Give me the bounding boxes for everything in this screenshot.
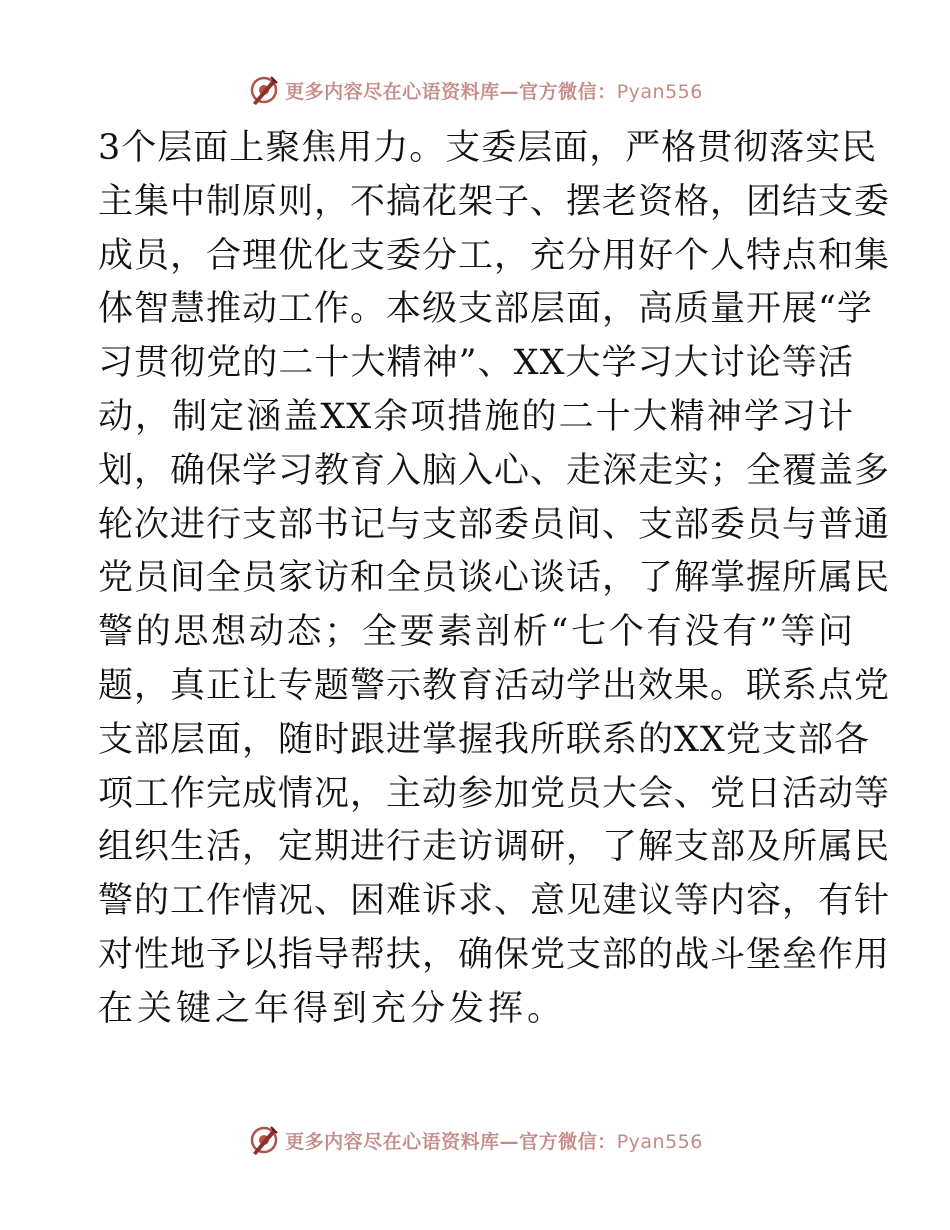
body-line: 题，真正让专题警示教育活动学出效果。联系点党	[98, 665, 891, 706]
body-line: 警的工作情况、困难诉求、意见建议等内容，有针	[98, 881, 891, 922]
body-line: 对性地予以指导帮扶，确保党支部的战斗堡垒作用	[98, 934, 891, 975]
pen-in-circle-icon	[247, 1123, 281, 1157]
footer-watermark	[0, 1122, 950, 1158]
body-line: 习贯彻党的二十大精神”、XX大学习大讨论等活	[98, 343, 854, 384]
body-line: 支部层面，随时跟进掌握我所联系的XX党支部各	[98, 719, 870, 760]
document-body	[98, 122, 891, 1037]
body-line-last: 在关键之年得到充分发挥。	[98, 988, 567, 1029]
watermark-contact-label: 官方微信：	[519, 1130, 617, 1153]
body-line: 警的思想动态；全要素剖析“七个有没有”等问	[98, 612, 854, 653]
header-watermark	[0, 72, 950, 108]
body-line: 项工作完成情况，主动参加党员大会、党日活动等	[98, 773, 891, 814]
watermark-text	[285, 1127, 703, 1154]
watermark-contact-label: 官方微信：	[519, 80, 617, 103]
watermark-text	[285, 77, 703, 104]
pen-in-circle-icon	[247, 73, 281, 107]
watermark-site-text: 更多内容尽在心语资料库	[285, 1130, 500, 1153]
watermark-dash: —	[499, 1130, 520, 1153]
watermark-site-text: 更多内容尽在心语资料库	[285, 80, 500, 103]
watermark-dash: —	[499, 80, 520, 103]
watermark-contact-id: Pyan556	[616, 80, 703, 103]
body-line: 3个层面上聚焦用力。支委层面，严格贯彻落实民	[98, 128, 878, 168]
body-line: 党员间全员家访和全员谈心谈话，了解掌握所属民	[98, 558, 891, 599]
body-line: 轮次进行支部书记与支部委员间、支部委员与普通	[98, 504, 891, 545]
body-line: 成员，合理优化支委分工，充分用好个人特点和集	[98, 235, 891, 276]
body-line: 体智慧推动工作。本级支部层面，高质量开展“学	[98, 289, 873, 330]
watermark-contact-id: Pyan556	[616, 1130, 703, 1153]
body-line: 动，制定涵盖XX余项措施的二十大精神学习计	[98, 396, 854, 437]
body-line: 划，确保学习教育入脑入心、走深走实；全覆盖多	[98, 450, 891, 491]
body-line: 组织生活，定期进行走访调研，了解支部及所属民	[98, 827, 891, 868]
body-line: 主集中制原则，不搞花架子、摆老资格，团结支委	[98, 181, 891, 222]
